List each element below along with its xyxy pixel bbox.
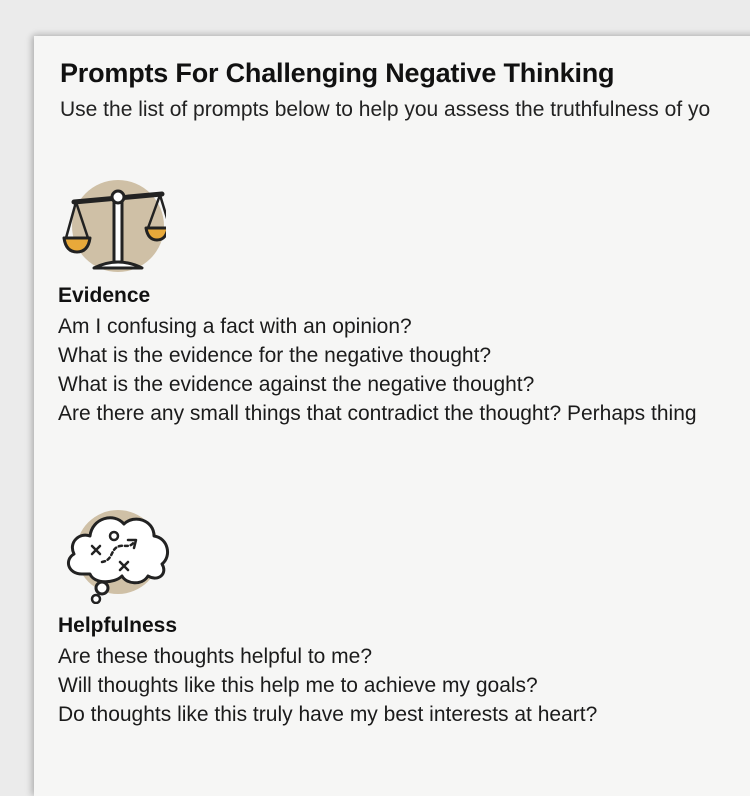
scales-icon: [62, 178, 166, 274]
page-title: Prompts For Challenging Negative Thinking: [60, 58, 615, 88]
thought-cloud-icon: [62, 508, 174, 604]
prompt-item: What is the evidence against the negative thought?: [58, 373, 535, 396]
prompt-item: Am I confusing a fact with an opinion?: [58, 315, 412, 338]
evidence-prompt-list: [58, 312, 697, 428]
page-subtitle: Use the list of prompts below to help you assess the truthfulness of yo: [60, 98, 711, 121]
prompt-item: Do thoughts like this truly have my best interests at heart?: [58, 703, 598, 726]
prompt-item: Are there any small things that contradict the thought? Perhaps thing: [58, 402, 697, 425]
section-heading-helpfulness: Helpfulness: [58, 614, 178, 637]
helpfulness-prompt-list: [58, 642, 597, 729]
worksheet-page: [34, 36, 750, 796]
prompt-item: Will thoughts like this help me to achieve my goals?: [58, 674, 538, 697]
prompt-item: What is the evidence for the negative thought?: [58, 344, 492, 367]
section-heading-evidence: Evidence: [58, 284, 151, 307]
prompt-item: Are these thoughts helpful to me?: [58, 645, 373, 668]
